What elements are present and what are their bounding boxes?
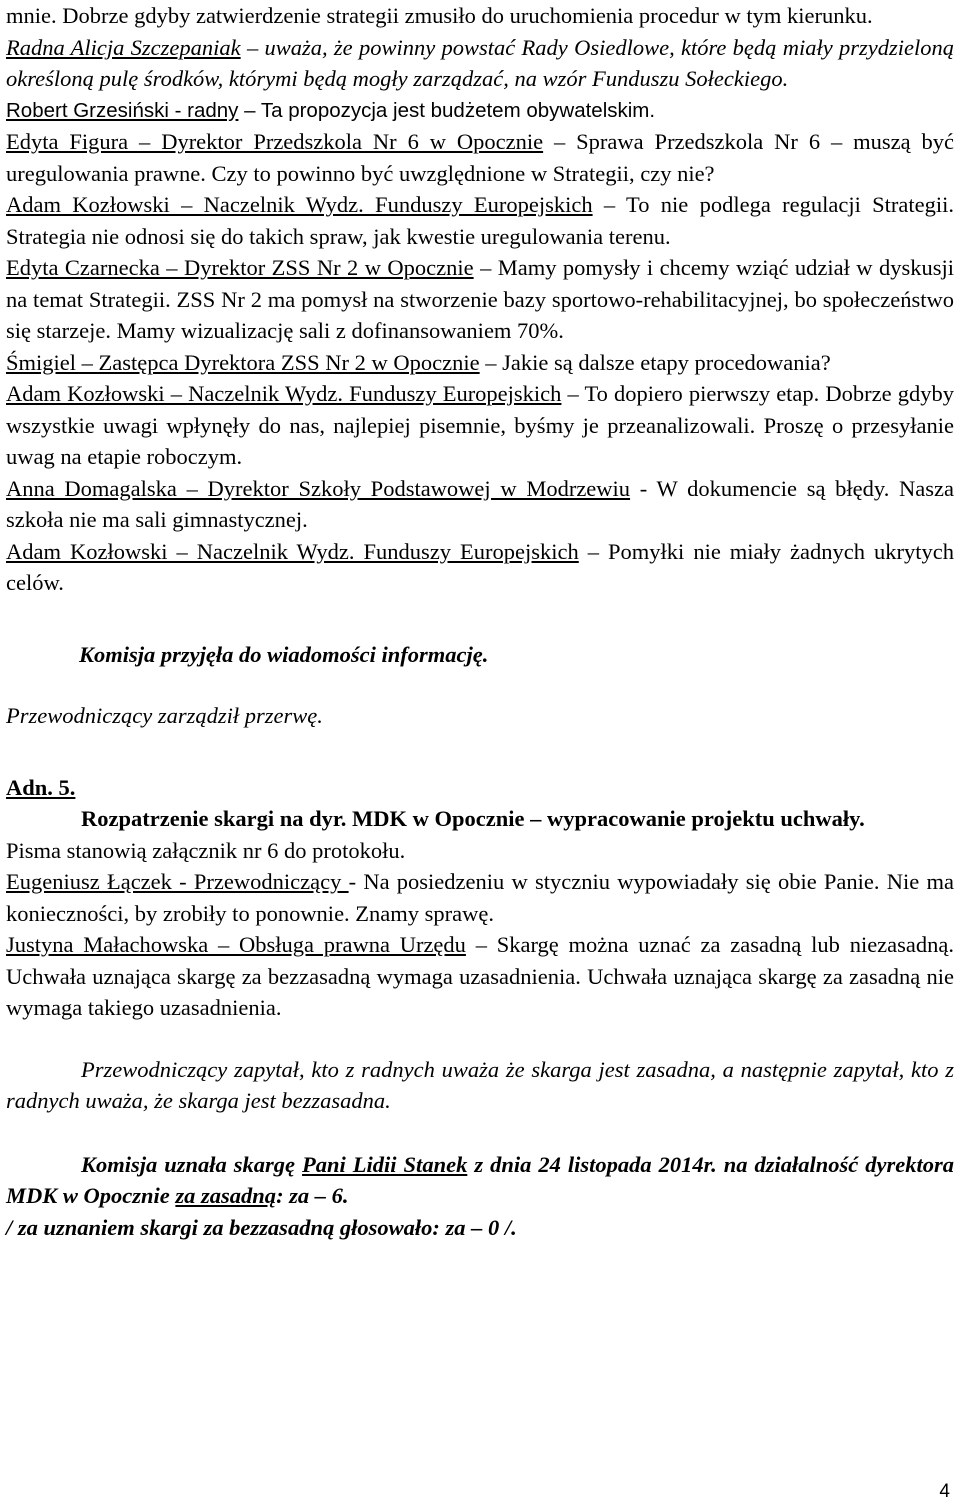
paragraph-malachowska xyxy=(6,929,954,1024)
paragraph-continuation: mnie. Dobrze gdyby zatwierdzenie strategii zmusiło do uruchomienia procedur w tym kierunku. xyxy=(6,3,873,28)
statement: – uważa, że powinny powstać Rady Osiedlowe, które będą miały przydzieloną określoną pulę środków, którymi będą mogły zarządzać, na wzór Funduszu Sołeckiego. xyxy=(6,34,954,91)
statement: – To nie podlega regulacji Strategii. Strategia nie odnosi się do takich spraw, jak kwestie uregulowania terenu. xyxy=(6,192,954,249)
paragraph-czarnecka xyxy=(6,252,954,347)
statement: – Ta propozycja jest budżetem obywatelskim. xyxy=(238,98,656,122)
attachment-note: Pisma stanowią załącznik nr 6 do protokołu. xyxy=(6,837,406,863)
statement: – Mamy pomysły i chcemy wziąć udział w dyskusji na temat Strategii. ZSS Nr 2 ma pomysł na stworzenie bazy sportowo-rehabilitacyjnej, bo społeczeństwo się starzeje. Mamy wizualizację sali z dofinansowaniem 70%. xyxy=(6,255,954,343)
paragraph-kozlowski-1 xyxy=(6,189,954,252)
speaker-name: Adam Kozłowski – Naczelnik Wydz. Funduszy Europejskich xyxy=(6,381,562,406)
conclusion-text: Komisja uznała skargę xyxy=(81,1151,303,1177)
paragraph-figura xyxy=(6,126,954,189)
statement: - W dokumencie są błędy. Nasza szkoła nie ma sali gimnastycznej. xyxy=(6,475,954,532)
commission-conclusion-1: Komisja przyjęła do wiadomości informację. xyxy=(79,641,489,667)
speaker-name: Eugeniusz Łączek - Przewodniczący xyxy=(6,869,349,894)
vote-result: : za – 6. xyxy=(276,1183,349,1208)
speaker-name: Edyta Figura – Dyrektor Przedszkola Nr 6 w Opocznie xyxy=(6,129,544,154)
paragraph-smigiel xyxy=(6,347,954,379)
commission-conclusion-2 xyxy=(6,1149,954,1212)
verdict: za zasadną xyxy=(175,1183,277,1208)
statement: – Jakie są dalsze etapy procedowania? xyxy=(479,349,831,375)
complainant-name: Pani Lidii Stanek xyxy=(302,1151,468,1177)
speaker-name: Adam Kozłowski – Naczelnik Wydz. Funduszy Europejskich xyxy=(6,192,593,217)
speaker-name: Anna Domagalska – Dyrektor Szkoły Podstawowej w Modrzewiu xyxy=(6,475,631,501)
paragraph-kozlowski-2 xyxy=(6,378,954,473)
page-number: 4 xyxy=(939,1481,950,1502)
statement: – Sprawa Przedszkola Nr 6 – muszą być uregulowania prawne. Czy to powinno być uwzględnione w Strategii, czy nie? xyxy=(6,129,954,186)
speaker-name: Adam Kozłowski – Naczelnik Wydz. Funduszy Europejskich xyxy=(6,538,579,564)
paragraph-domagalska xyxy=(6,473,954,536)
break-announcement: Przewodniczący zarządził przerwę. xyxy=(6,703,323,728)
paragraph-kozlowski-3 xyxy=(6,536,954,599)
speaker-name: Robert Grzesiński - radny xyxy=(6,98,239,122)
statement: – Skargę można uznać za zasadną lub niezasadną. Uchwała uznająca skargę za bezzasadną wymaga uzasadnienia. Uchwała uznająca skargę za zasadną nie wymaga takiego uzasadnienia. xyxy=(6,932,955,1020)
statement: - Na posiedzeniu w styczniu wypowiadały się obie Panie. Nie ma konieczności, by zrobiły to ponownie. Znamy sprawę. xyxy=(6,869,955,926)
paragraph-szczepaniak xyxy=(6,32,954,95)
paragraph-grzesinski xyxy=(6,95,954,127)
vote-result-against: / za uznaniem skargi za bezzasadną głosowało: za – 0 /. xyxy=(6,1214,517,1240)
statement: – To dopiero pierwszy etap. Dobrze gdyby wszystkie uwagi wpłynęły do nas, najlepiej pisemnie, byśmy je przeanalizowali. Proszę o przesyłanie uwag na etapie roboczym. xyxy=(6,381,954,469)
speaker-name: Śmigiel – Zastępca Dyrektora ZSS Nr 2 w Opocznie xyxy=(6,349,480,375)
conclusion-text: z dnia 24 listopada 2014r. na działalność dyrektora MDK w Opocznie xyxy=(6,1151,954,1208)
agenda-item-heading: Rozpatrzenie skargi na dyr. MDK w Opocznie – wypracowanie projektu uchwały. xyxy=(81,806,865,831)
chairman-question: Przewodniczący zapytał, kto z radnych uważa że skarga jest zasadna, a następnie zapytał, kto z radnych uważa, że skarga jest bezzasadna. xyxy=(6,1056,954,1113)
speaker-name: Edyta Czarnecka – Dyrektor ZSS Nr 2 w Opocznie xyxy=(6,255,474,280)
document-page xyxy=(6,0,954,1243)
paragraph-laczek xyxy=(6,866,954,929)
agenda-item-number: Adn. 5. xyxy=(6,774,76,800)
statement: – Pomyłki nie miały żadnych ukrytych celów. xyxy=(6,538,954,595)
speaker-name: Justyna Małachowska – Obsługa prawna Urzędu xyxy=(6,932,466,957)
speaker-name: Radna Alicja Szczepaniak xyxy=(6,34,241,60)
